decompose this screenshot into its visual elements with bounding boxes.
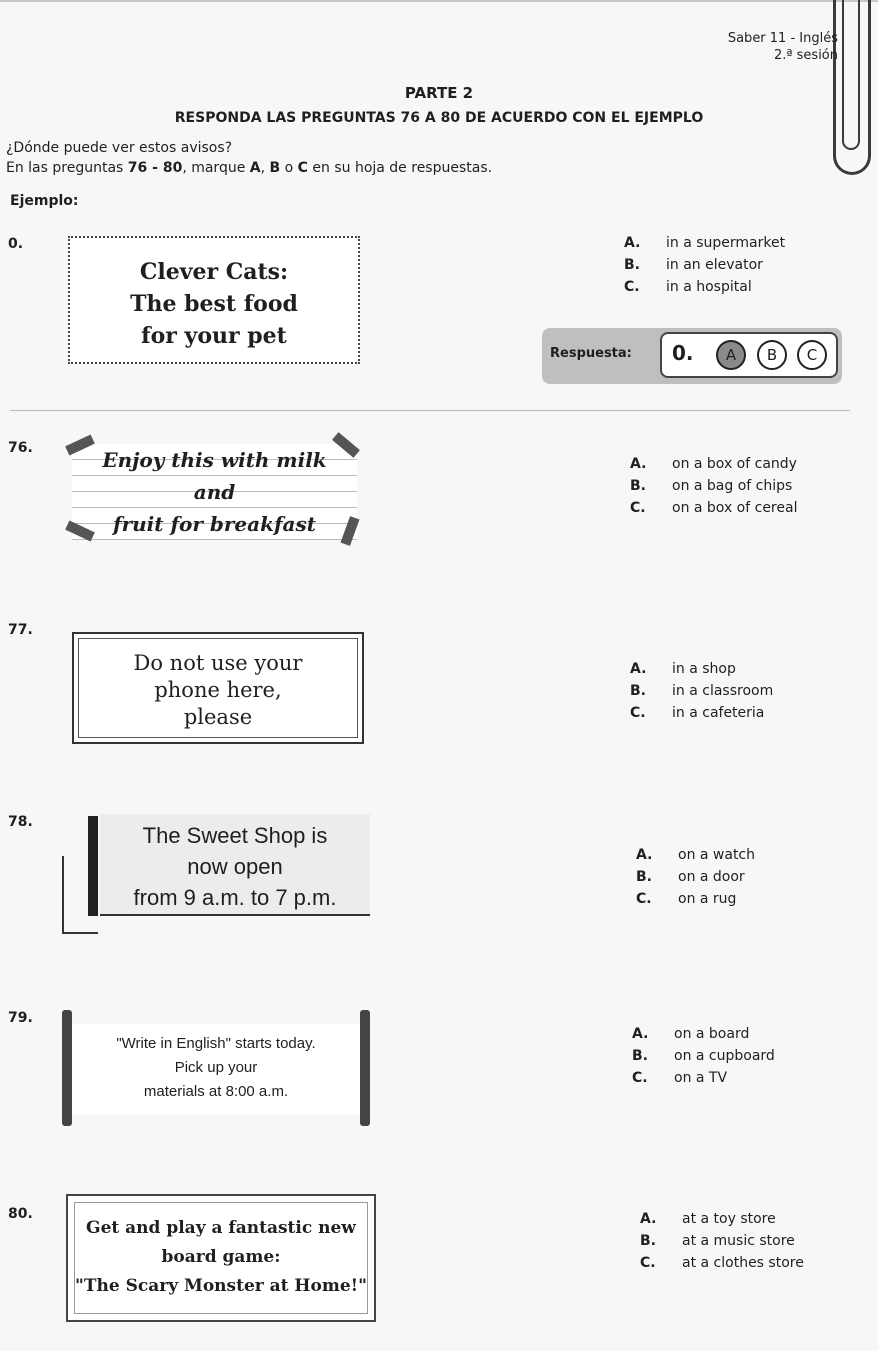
section-divider [10, 410, 850, 411]
example-label: Ejemplo: [10, 193, 79, 209]
question-76-options [630, 453, 797, 519]
question-80-sign [66, 1194, 376, 1322]
intro-question: ¿Dónde puede ver estos avisos? [6, 140, 233, 156]
sign-line: Do not use your [133, 651, 303, 675]
option-b[interactable]: B. in an elevator [624, 257, 763, 273]
sign-line: for your pet [141, 323, 287, 349]
intro-letter-a: A [249, 160, 261, 176]
option-b[interactable]: B. on a door [636, 869, 745, 885]
sign-line: from 9 a.m. to 7 p.m. [133, 885, 337, 910]
sign-line: fruit for breakfast [112, 512, 317, 536]
instruction-title: RESPONDA LAS PREGUNTAS 76 A 80 DE ACUERDO CON EL EJEMPLO [174, 110, 704, 126]
binder-clip-inner-icon [842, 0, 860, 150]
question-78-sign [100, 814, 370, 916]
sign-line: Pick up your [174, 1059, 258, 1076]
question-77-options [630, 658, 773, 724]
option-a[interactable]: A. in a supermarket [624, 235, 786, 251]
question-78-options [636, 844, 755, 910]
bubble-b[interactable]: B [757, 340, 787, 370]
question-number: 78. [8, 814, 33, 830]
option-c[interactable]: C. on a box of cereal [630, 500, 798, 516]
question-76-sign [72, 444, 357, 540]
intro-text: , marque [182, 160, 250, 176]
sign-line: The Sweet Shop is [142, 823, 328, 848]
example-number: 0. [8, 236, 24, 252]
question-number: 76. [8, 440, 33, 456]
option-a[interactable]: A. at a toy store [640, 1211, 776, 1227]
example-options [624, 232, 785, 298]
sign-line: Get and play a fantastic new [86, 1218, 356, 1238]
option-a[interactable]: A. in a shop [630, 661, 736, 677]
part-title: PARTE 2 [404, 84, 474, 102]
option-c[interactable]: C. at a clothes store [640, 1255, 804, 1271]
sign-line: please [183, 705, 253, 729]
intro-letter-c: C [297, 160, 308, 176]
option-c[interactable]: C. on a rug [636, 891, 737, 907]
sign-line: "Write in English" starts today. [116, 1035, 316, 1052]
sign-line: and [193, 480, 236, 504]
bubble-c[interactable]: C [797, 340, 827, 370]
intro-text: , [260, 160, 270, 176]
answer-label: Respuesta: [550, 346, 632, 361]
sign-line: phone here, [154, 678, 282, 702]
question-80-options [640, 1208, 804, 1274]
question-79-options [632, 1023, 775, 1089]
option-b[interactable]: B. on a bag of chips [630, 478, 793, 494]
scroll-handle-right-icon [360, 1010, 370, 1126]
question-77-sign [72, 632, 364, 744]
top-edge-line [0, 0, 878, 2]
option-c[interactable]: C. in a hospital [624, 279, 752, 295]
option-a[interactable]: A. on a watch [636, 847, 756, 863]
option-c[interactable]: C. on a TV [632, 1070, 728, 1086]
sign-line: The best food [130, 291, 298, 317]
sign-line: materials at 8:00 a.m. [143, 1083, 289, 1100]
example-sign [68, 236, 360, 364]
question-number: 79. [8, 1010, 33, 1026]
question-number: 80. [8, 1206, 33, 1222]
question-79-sign [72, 1024, 360, 1114]
exam-header [728, 30, 838, 64]
option-c[interactable]: C. in a cafeteria [630, 705, 765, 721]
intro-text: En las preguntas [6, 160, 128, 176]
sign-post-shadow [62, 856, 98, 934]
scroll-handle-left-icon [62, 1010, 72, 1126]
sign-line: board game: [161, 1247, 281, 1267]
option-b[interactable]: B. on a cupboard [632, 1048, 775, 1064]
exam-session: 2.ª sesión [773, 48, 838, 63]
sign-line: "The Scary Monster at Home!" [75, 1276, 367, 1296]
option-b[interactable]: B. at a music store [640, 1233, 795, 1249]
intro-text: en su hoja de respuestas. [307, 160, 493, 176]
option-b[interactable]: B. in a classroom [630, 683, 774, 699]
bubble-a-filled[interactable]: A [716, 340, 746, 370]
option-a[interactable]: A. on a box of candy [630, 456, 797, 472]
exam-subject: Saber 11 - Inglés [727, 31, 838, 46]
intro-letter-b: B [269, 160, 281, 176]
sign-line: Enjoy this with milk [102, 448, 327, 472]
intro-instruction [6, 160, 492, 176]
sign-line: now open [187, 854, 283, 879]
intro-range: 76 - 80 [127, 160, 183, 176]
intro-text: o [280, 160, 298, 176]
option-a[interactable]: A. on a board [632, 1026, 750, 1042]
question-number: 77. [8, 622, 33, 638]
sign-line: Clever Cats: [139, 259, 289, 285]
answer-number: 0. [672, 341, 694, 365]
